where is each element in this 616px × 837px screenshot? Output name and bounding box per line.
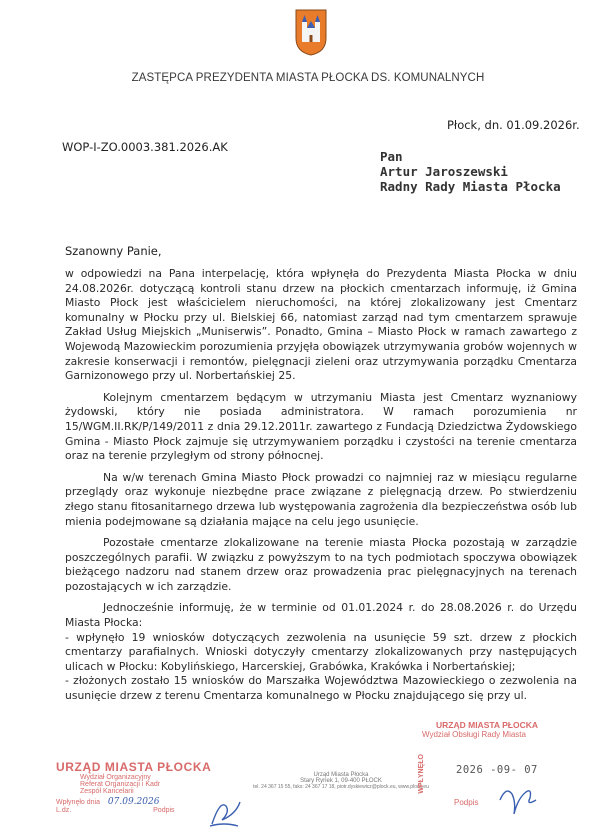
paragraph: Na w/w terenach Gmina Miasto Płock prowadzi co najmniej raz w miesiącu regularne przeglądy oraz wykonuje niezbędne prace związane z pielęgnacją drzew. Po stwierdzeniu złego stanu fitosanitarnego drzewa lub występowania zagrożenia dla bezpieczeństwa osób lub mienia podejmowane są działania mające na celu jego usunięcie. bbox=[65, 470, 577, 528]
office-contact bbox=[236, 772, 446, 790]
stamp-line: Wydział Organizacyjny bbox=[80, 774, 151, 781]
received-stamp-left bbox=[56, 760, 226, 814]
reference-number: WOP-I-ZO.0003.381.2026.AK bbox=[62, 140, 228, 154]
stamp-title: URZĄD MIASTA PŁOCKA bbox=[56, 760, 212, 774]
recipient-block bbox=[380, 149, 561, 194]
stamp-date: 2026 -09- 07 bbox=[456, 764, 538, 776]
office-address: Stary Rynek 1, 09-400 PŁOCK bbox=[300, 778, 382, 784]
paragraph: w odpowiedzi na Pana interpelację, która wpłynęła do Prezydenta Miasta Płocka w dniu 24.08.2026r. dotyczącą kontroli stanu drzew na płockich cmentarzach informuję, iż Gmina Miasto Płock jest właścicielem nieruchomości, na której zlokalizowany jest Cmentarz komunalny w Płocku przy ul. Bielskiej 66, natomiast zarząd nad tym cmentarzem sprawuje Zakład Usług Miejskich „Muniserwis”. Ponadto, Gmina – Miasto Płock w ramach zawartego z Wojewodą Mazowieckim porozumienia przyjęła obowiązek utrzymywania grobów wojennych w zakresie konserwacji i remontów, pielęgnacji zieleni oraz utrzymywania porządku Cmentarza Garnizonowego przy ul. Norbertańskiej 25. bbox=[65, 267, 577, 383]
stamp-line: Zespół Kancelarii bbox=[80, 788, 134, 795]
recipient-name: Artur Jaroszewski bbox=[380, 164, 508, 179]
city-date: Płock, dn. 01.09.2026r. bbox=[447, 118, 580, 132]
stamp-sign-label: Podpis bbox=[454, 798, 479, 807]
stamp-subtitle: Wydział Obsługi Rady Miasta bbox=[422, 730, 526, 739]
signature-left bbox=[206, 796, 246, 830]
paragraph: Jednocześnie informuję, że w terminie od 01.01.2024 r. do 28.08.2026 r. do Urzędu Miasta Płocka: bbox=[65, 601, 577, 630]
salutation: Szanowny Panie, bbox=[65, 244, 162, 258]
issuing-office-title: ZASTĘPCA PREZYDENTA MIASTA PŁOCKA DS. KOMUNALNYCH bbox=[131, 72, 485, 84]
list-item: - złożonych zostało 15 wniosków do Marszałka Województwa Mazowieckiego o zezwolenia na usunięcie drzew z terenu Cmentarza komunalnego w Płocku znajdującego się przy ul. bbox=[65, 674, 577, 703]
stamp-title: URZĄD MIASTA PŁOCKA bbox=[436, 720, 538, 730]
received-stamp-right bbox=[414, 720, 576, 739]
recipient-line: Pan bbox=[380, 149, 403, 164]
ldz-label: L.dz. bbox=[56, 807, 72, 814]
sign-label: Podpis bbox=[153, 807, 175, 814]
office-name: Urząd Miasta Płocka bbox=[313, 772, 369, 778]
footer bbox=[56, 720, 576, 832]
city-crest-logo bbox=[294, 8, 328, 56]
paragraph: Pozostałe cmentarze zlokalizowane na terenie miasta Płocka pozostają w zarządzie poszczególnych parafii. W związku z powyższym to na tych podmiotach spoczywa obowiązek bieżącego nadzoru nad stanem drzew oraz prowadzenia prac pielęgnacyjnych na terenach pozostających w ich zarządzie. bbox=[65, 536, 577, 593]
signature-right bbox=[496, 780, 542, 820]
paragraph: Kolejnym cmentarzem będącym w utrzymaniu Miasta jest Cmentarz wyznaniowy żydowski, który nie posiada administratora. W ramach porozumienia nr 15/WGM.II.RK/P/149/2011 z dnia 29.12.2011r. zawartego z Fundacją Dziedzictwa Żydowskiego Gmina - Miasto Płock zajmuje się utrzymywaniem porządku i czystości na terenie cmentarza oraz na terenie przyległym od strony północnej. bbox=[65, 390, 577, 463]
received-date: 07.09.2026 bbox=[107, 797, 160, 807]
office-contact-line: tel. 24 367 15 55, faks: 24 367 17 18, piotr.dyskiewicz@plock.eu, www.plock.eu bbox=[253, 784, 429, 790]
stamp-vertical-label: WPŁYNĘŁO bbox=[418, 754, 425, 794]
received-label: Wpłynęło dnia bbox=[56, 799, 100, 806]
letter-body bbox=[65, 267, 577, 704]
list-item: - wpłynęło 19 wniosków dotyczących zezwolenia na usunięcie 59 szt. drzew z płockich cmentarzy parafialnych. Wnioski dotyczyły cmentarzy zlokalizowanych przy następujących ulicach w Płocku: Kobylińskiego, Harcerskiej, Grabówka, Krakówka i Norbertańskiej; bbox=[65, 630, 577, 673]
stamp-line: Referat Organizacji i Kadr bbox=[80, 781, 161, 788]
recipient-title: Radny Rady Miasta Płocka bbox=[380, 179, 561, 194]
